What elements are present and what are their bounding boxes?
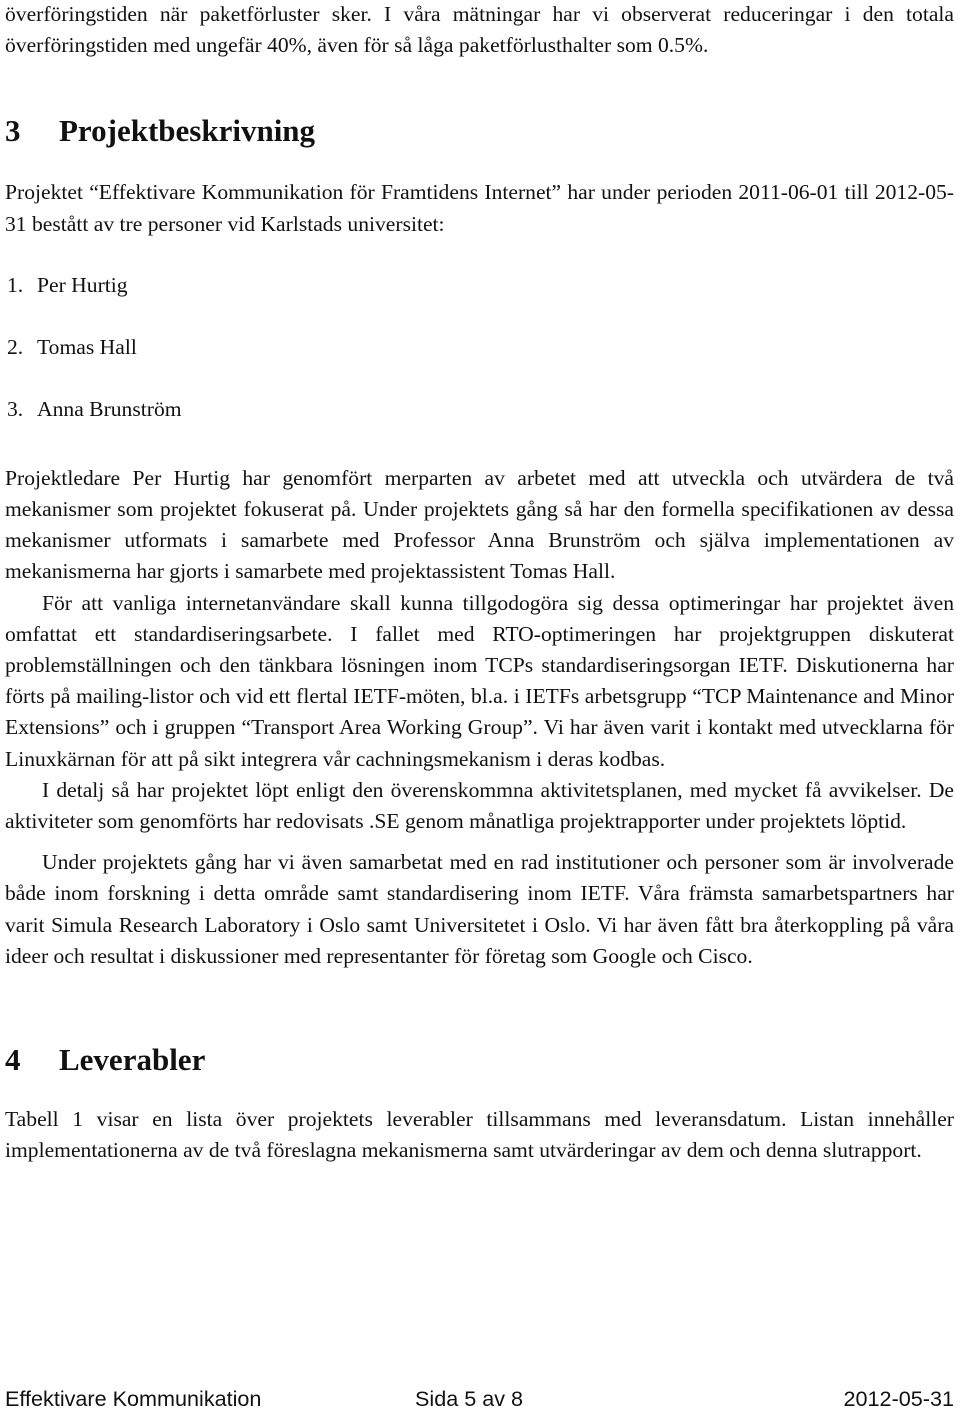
section-3-title: Projektbeskrivning	[59, 113, 316, 149]
section-3-heading	[5, 111, 954, 151]
list-item-number: 1.	[7, 272, 24, 297]
list-item	[5, 394, 954, 425]
member-list	[5, 270, 954, 425]
document-page	[5, 0, 954, 1166]
footer-page-number: Sida 5 av 8	[415, 1386, 524, 1411]
body-paragraph: Projektledare Per Hurtig har genomfört merparten av arbetet med att utveckla och utvärdera de två mekanismer som projektet fokuserat på. Under projektets gång så har den formella specifikationen av dessa mekanismer utformats i samarbete med Professor Anna Brunström och själva implementationen av mekanismerna har gjorts i samarbete med projektassistent Tomas Hall.	[5, 465, 954, 584]
footer-date: 2012-05-31	[843, 1386, 954, 1411]
section-4-paragraph: Tabell 1 visar en lista över projektets leverabler tillsammans med leveransdatum. Listan innehåller implementationerna av de två föreslagna mekanismerna samt utvärderingar av dem och denna slutrapport.	[5, 1107, 954, 1163]
list-item-name: Per Hurtig	[37, 272, 128, 297]
footer-title: Effektivare Kommunikation	[5, 1386, 262, 1411]
section-3-number: 3	[5, 113, 21, 149]
section-3-intro: Projektet “Effektivare Kommunikation för Framtidens Internet” har under perioden 2011-06-01 till 2012-05-31 bestått av tre personer vid Karlstads universitet:	[5, 180, 954, 236]
list-item-name: Tomas Hall	[37, 334, 137, 359]
body-paragraph: I detalj så har projektet löpt enligt den överenskommna aktivitetsplanen, med mycket få avvikelser. De aktiviteter som genomförts har redovisats .SE genom månatliga projektrapporter under projektets löptid.	[5, 777, 954, 834]
page-footer	[5, 1384, 954, 1414]
list-item	[5, 270, 954, 301]
body-paragraph: För att vanliga internetanvändare skall kunna tillgodogöra sig dessa optimeringar har projektet även omfattat ett standardiseringsarbete. I fallet med RTO-optimeringen har projektgruppen diskuterat problemställningen och den tänkbara lösningen inom TCPs standardiseringsorgan IETF. Diskutionerna har förts på mailing-listor och vid ett flertal IETF-möten, bl.a. i IETFs arbetsgrupp “TCP Maintenance and Minor Extensions” och i gruppen “Transport Area Working Group”. Vi har även varit i kontakt med utvecklarna för Linuxkärnan för att på sikt integrera vår cachningsmekanism i deras kodbas.	[5, 590, 954, 771]
body-paragraph: Under projektets gång har vi även samarbetat med en rad institutioner och personer som är involverade både inom forskning i detta område samt standardisering inom IETF. Våra främsta samarbetspartners har varit Simula Research Laboratory i Oslo samt Universitetet i Oslo. Vi har även fått bra återkoppling på våra ideer och resultat i diskussioner med representanter för företag som Google och Cisco.	[5, 850, 954, 968]
list-item-number: 2.	[7, 334, 24, 359]
list-item-name: Anna Brunström	[37, 396, 182, 421]
section-4-number: 4	[5, 1042, 21, 1078]
list-item	[5, 332, 954, 363]
intro-paragraph: överföringstiden när paketförluster sker. I våra mätningar har vi observerat reduceringar i den totala överföringstiden med ungefär 40%, även för så låga paketförlusthalter som 0.5%.	[5, 2, 954, 58]
list-item-number: 3.	[7, 396, 24, 421]
section-4-heading	[5, 1040, 954, 1080]
section-4-title: Leverabler	[59, 1042, 206, 1078]
